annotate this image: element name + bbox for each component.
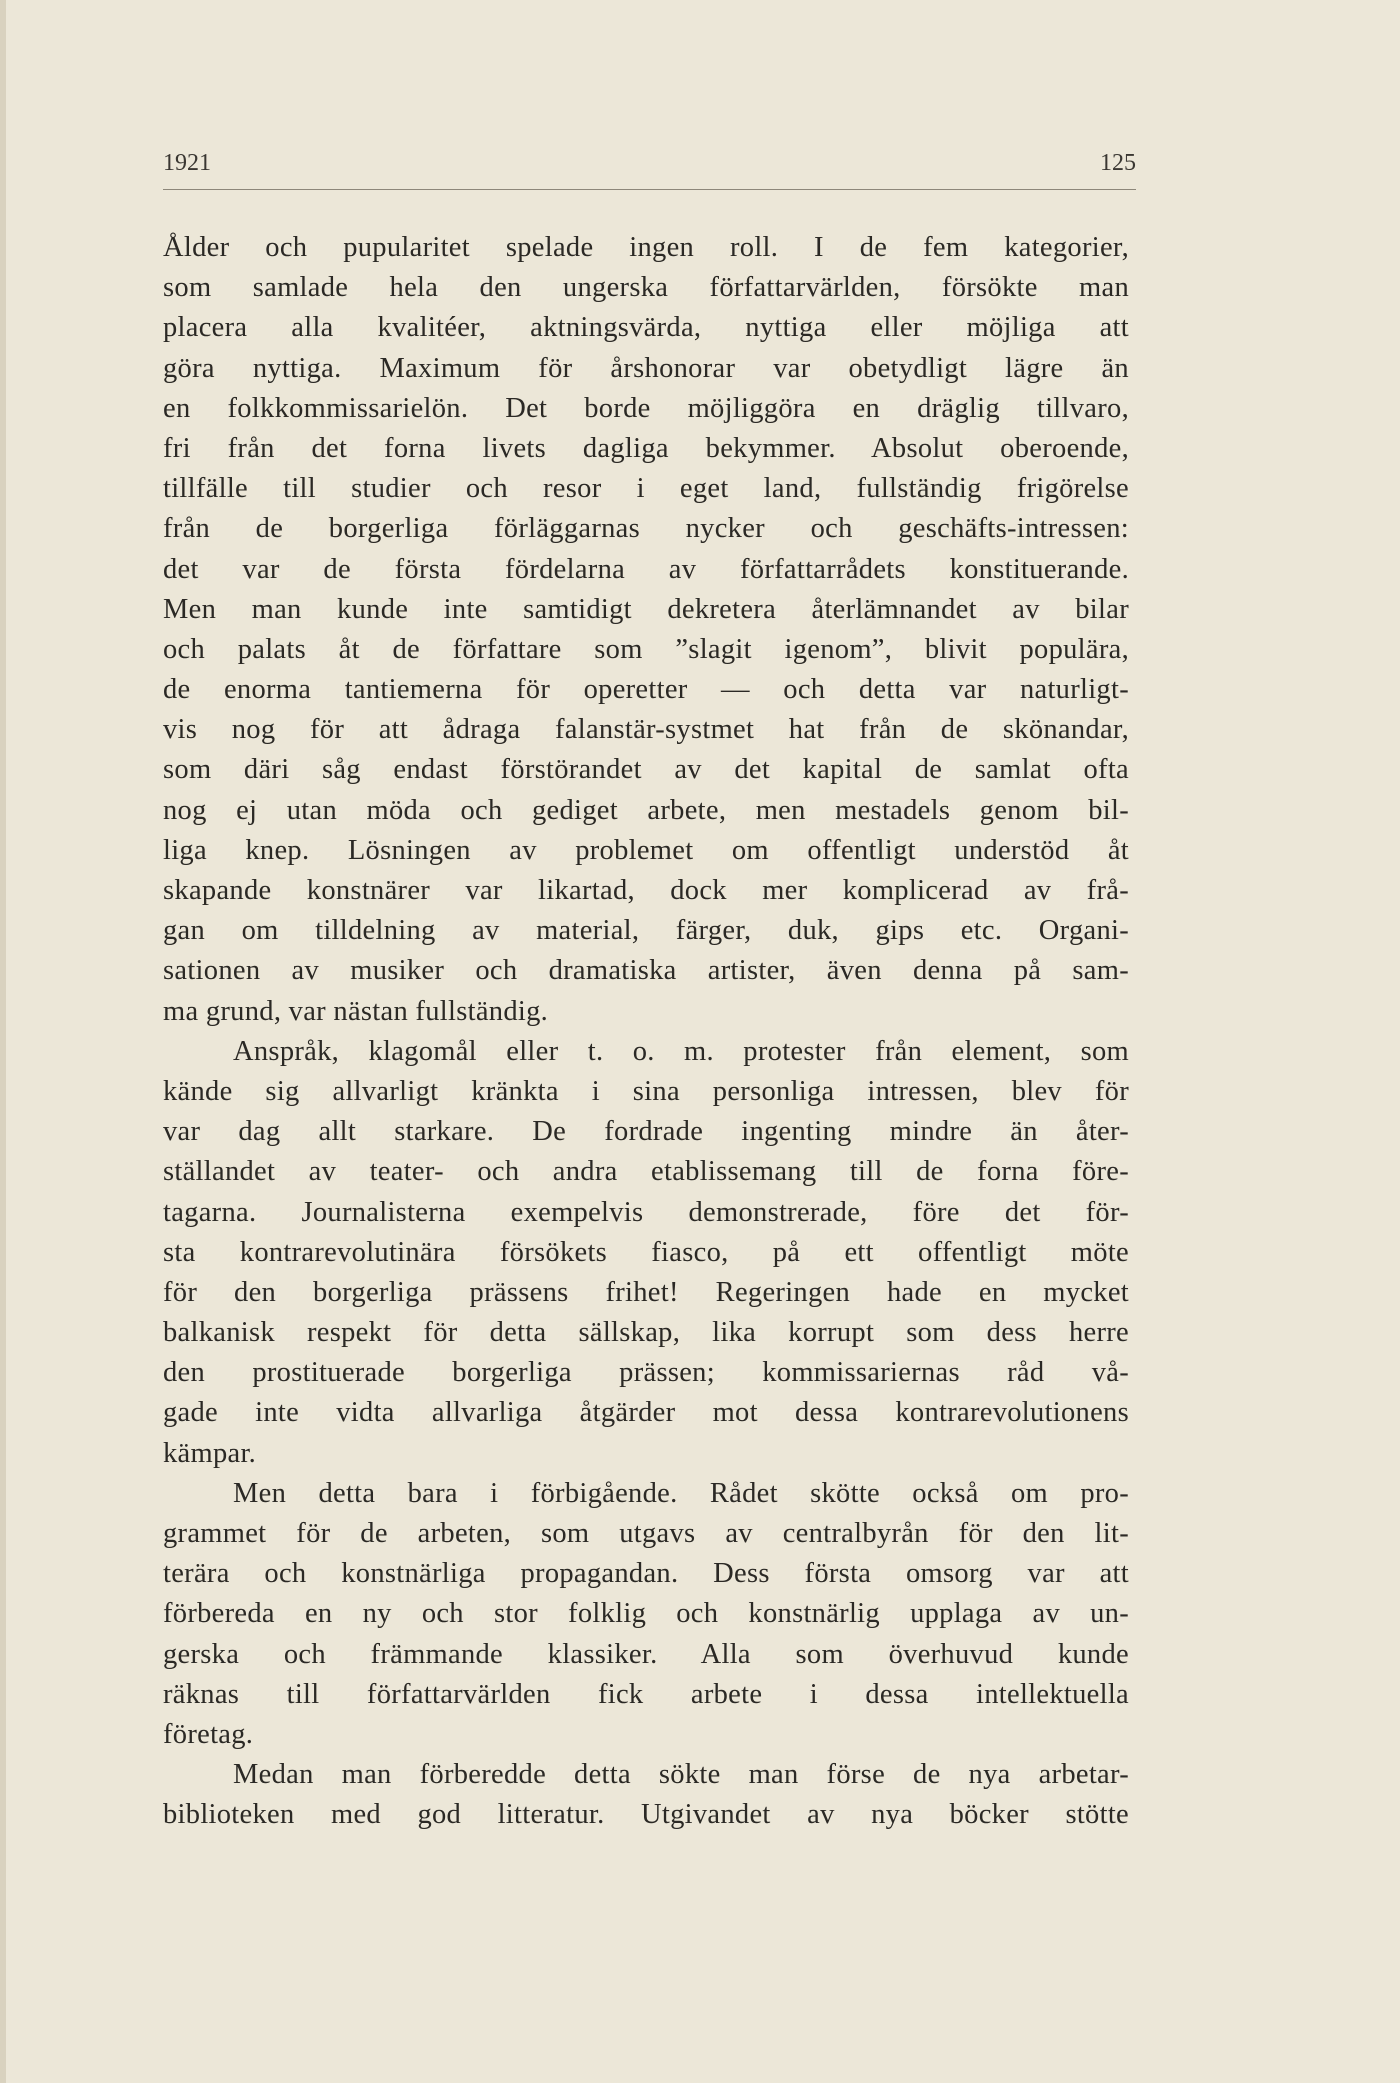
text-line: tillfälle till studier och resor i eget land, fullständig frigörelse [163,473,1129,505]
text-line: placera alla kvalitéer, aktningsvärda, nyttiga eller möjliga att [163,312,1129,344]
text-line: skapande konstnärer var likartad, dock mer komplicerad av frå- [163,875,1129,906]
text-line: ma grund, var nästan fullständig. [163,995,549,1027]
text-line: Ålder och pupularitet spelade ingen roll. I de fem kategorier, [163,232,1129,263]
text-line: kände sig allvarligt kränkta i sina personliga intressen, blev för [163,1075,1129,1107]
paragraph-start-line: Men detta bara i förbigående. Rådet skötte också om pro- [233,1477,1129,1509]
text-line: balkanisk respekt för detta sällskap, lika korrupt som dess herre [163,1317,1129,1349]
text-line: företag. [163,1718,254,1750]
text-line: liga knep. Lösningen av problemet om offentligt understöd åt [163,834,1129,866]
body-text [163,228,1129,1836]
page-number: 125 [1100,150,1136,176]
text-line: de enorma tantiemerna för operetter — och detta var naturligt- [163,674,1129,706]
text-line: den prostituerade borgerliga prässen; kommissariernas råd vå- [163,1357,1129,1389]
text-line: en folkkommissarielön. Det borde möjliggöra en dräglig tillvaro, [163,392,1129,424]
text-line: sta kontrarevolutinära försökets fiasco, på ett offentligt möte [163,1236,1129,1268]
text-line: Men man kunde inte samtidigt dekretera återlämnandet av bilar [163,593,1129,625]
header-rule [163,189,1136,190]
text-line: och palats åt de författare som ”slagit igenom”, blivit populära, [163,633,1129,665]
text-line: tagarna. Journalisterna exempelvis demonstrerade, före det för- [163,1196,1129,1228]
text-line: terära och konstnärliga propagandan. Dess första omsorg var att [163,1558,1129,1590]
text-line: ställandet av teater- och andra etablissemang till de forna före- [163,1156,1129,1188]
text-line: det var de första fördelarna av författarrådets konstituerande. [163,553,1129,585]
header-year: 1921 [163,150,211,176]
paragraph-start-line: Anspråk, klagomål eller t. o. m. protester från element, som [233,1035,1129,1067]
text-line: för den borgerliga prässens frihet! Regeringen hade en mycket [163,1276,1129,1308]
text-line: gan om tilldelning av material, färger, duk, gips etc. Organi- [163,915,1129,947]
text-line: räknas till författarvärlden fick arbete i dessa intellektuella [163,1678,1129,1710]
text-line: vis nog för att ådraga falanstär-systmet hat från de skönandar, [163,714,1129,746]
text-line: grammet för de arbeten, som utgavs av centralbyrån för den lit- [163,1518,1129,1549]
text-line: biblioteken med god litteratur. Utgivandet av nya böcker stötte [163,1799,1129,1831]
running-header [163,150,1136,190]
text-line: gerska och främmande klassiker. Alla som överhuvud kunde [163,1638,1129,1670]
text-line: göra nyttiga. Maximum för årshonorar var obetydligt lägre än [163,352,1129,384]
text-line: nog ej utan möda och gediget arbete, men mestadels genom bil- [163,794,1129,826]
text-line: kämpar. [163,1437,257,1469]
text-line: gade inte vidta allvarliga åtgärder mot dessa kontrarevolutionens [163,1397,1129,1429]
text-line: förbereda en ny och stor folklig och konstnärlig upplaga av un- [163,1598,1129,1630]
text-line: från de borgerliga förläggarnas nycker och geschäfts-intressen: [163,513,1129,545]
text-line: fri från det forna livets dagliga bekymmer. Absolut oberoende, [163,432,1129,464]
text-line: var dag allt starkare. De fordrade ingenting mindre än åter- [163,1116,1129,1148]
paragraph-start-line: Medan man förberedde detta sökte man förse de nya arbetar- [233,1759,1129,1791]
text-line: sationen av musiker och dramatiska artister, även denna på sam- [163,955,1129,987]
text-line: som samlade hela den ungerska författarvärlden, försökte man [163,272,1129,304]
text-line: som däri såg endast förstörandet av det kapital de samlat ofta [163,754,1129,786]
